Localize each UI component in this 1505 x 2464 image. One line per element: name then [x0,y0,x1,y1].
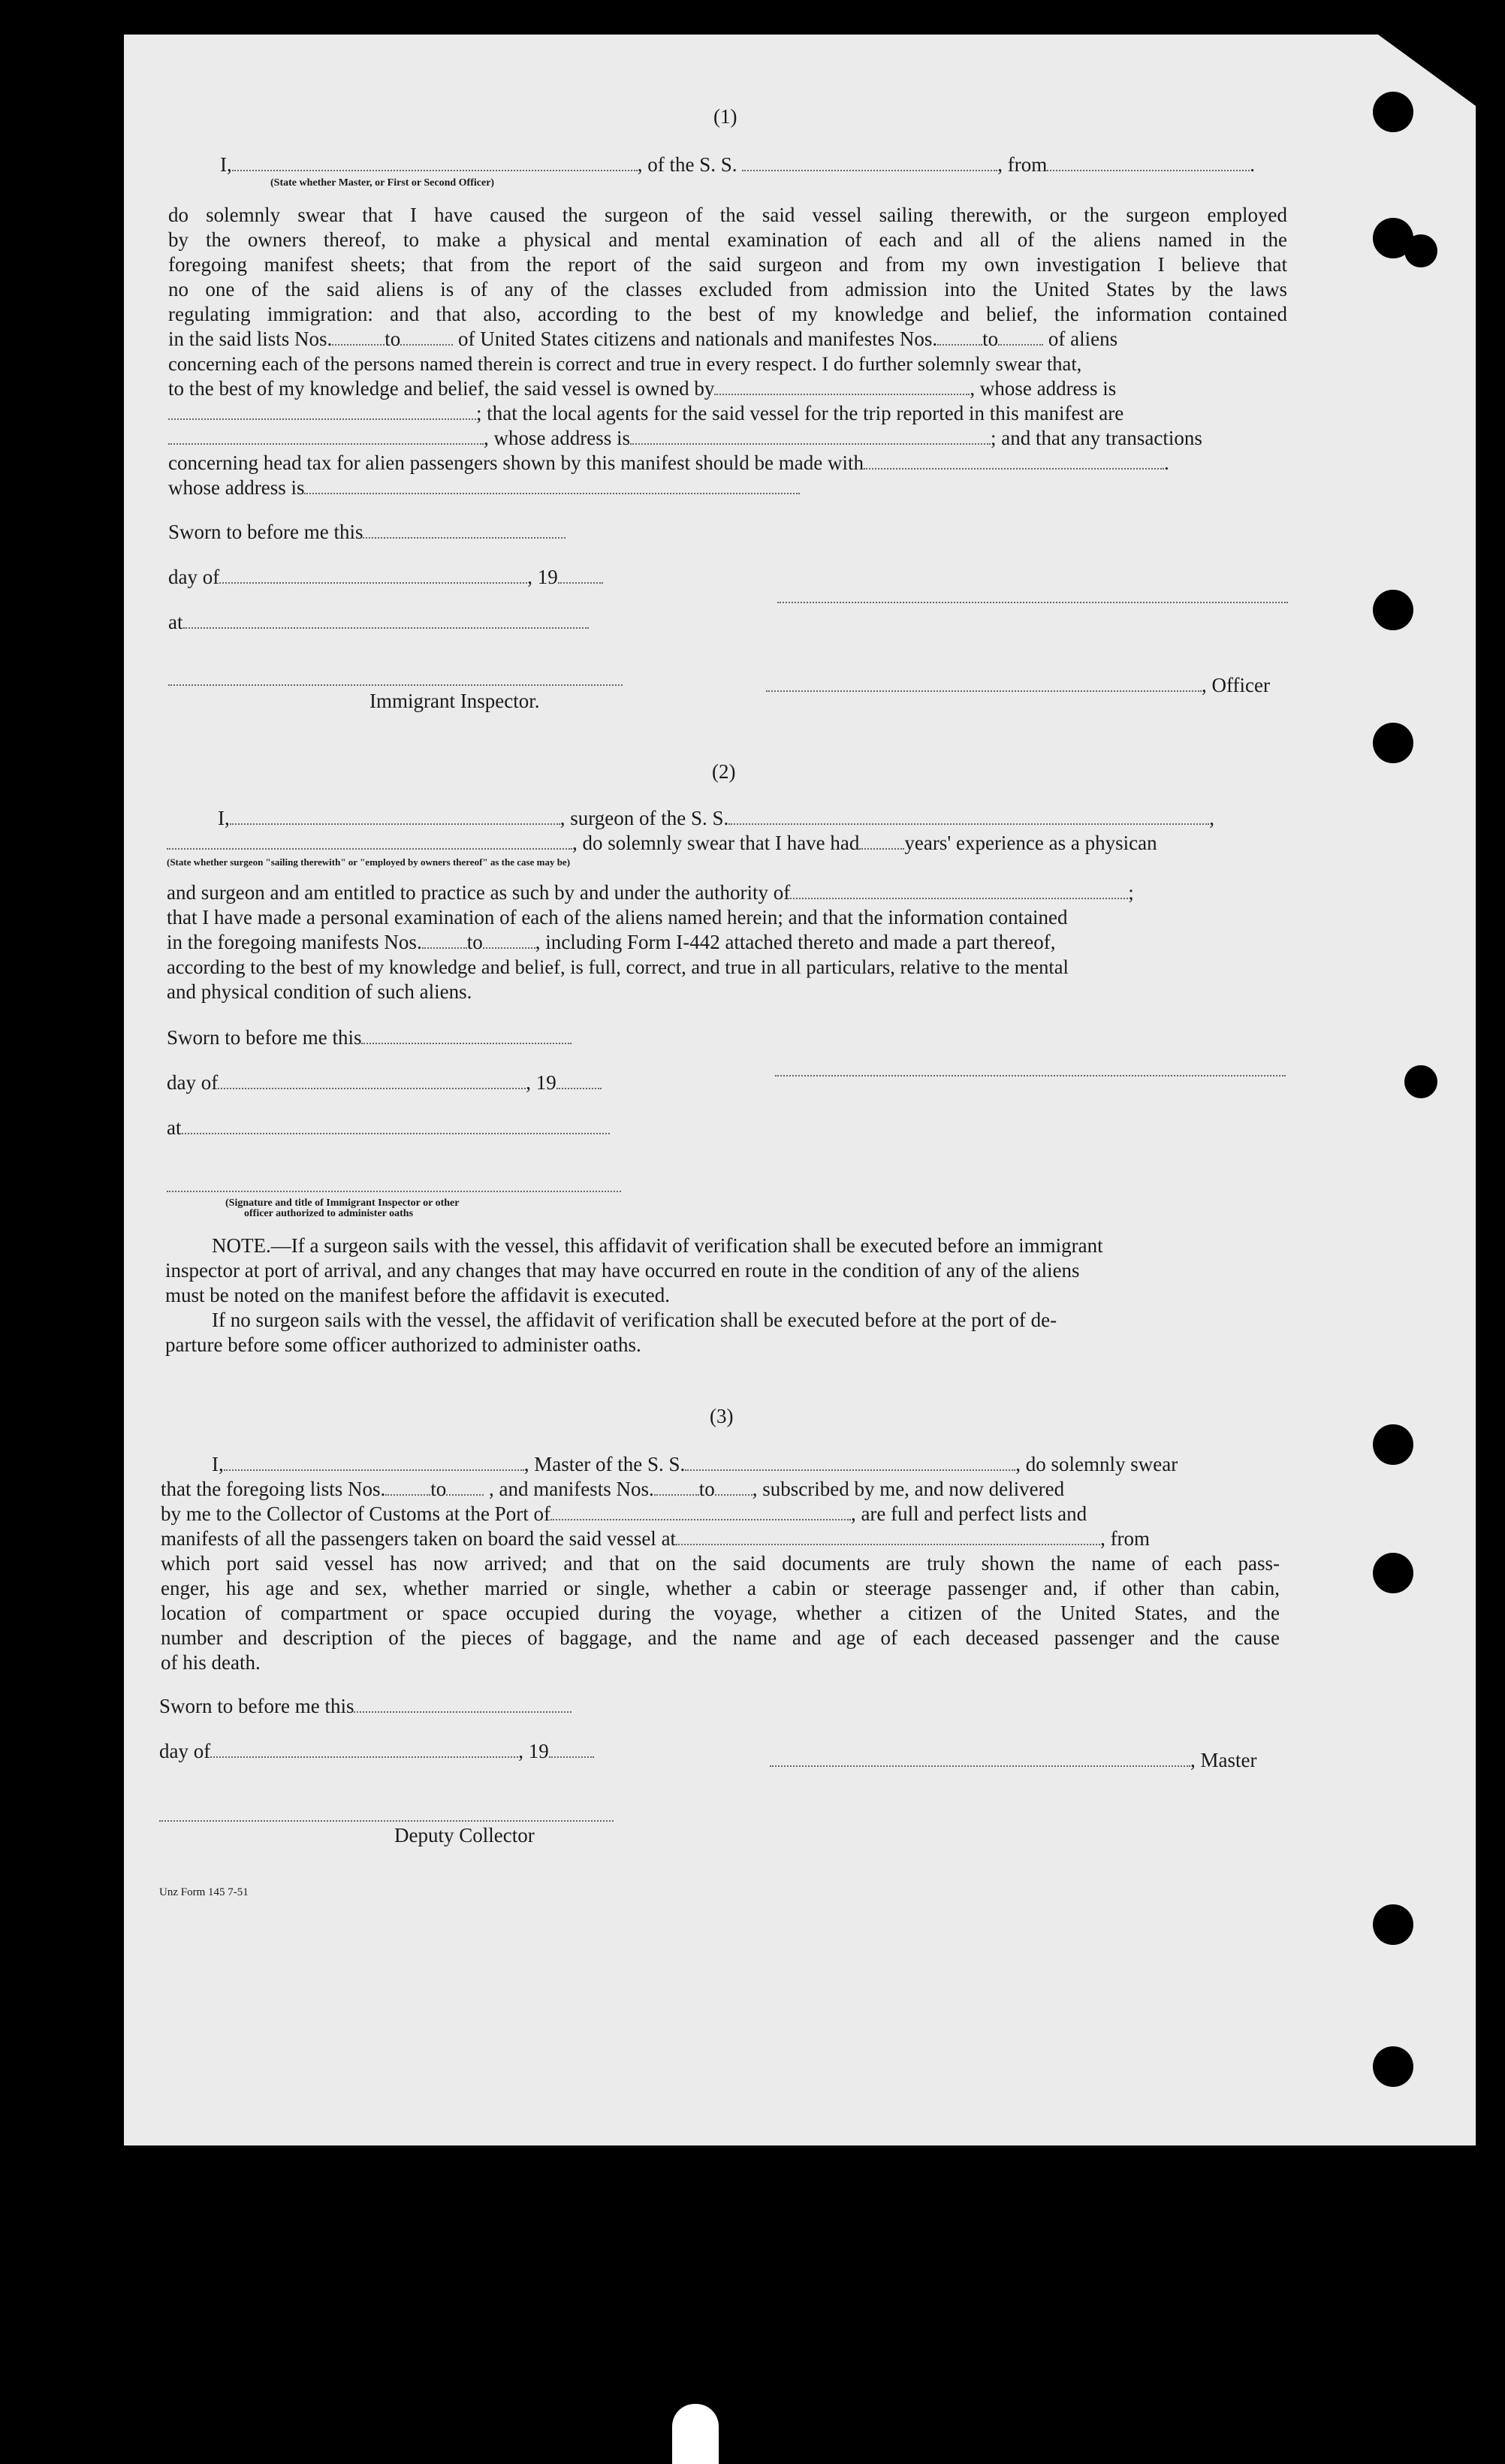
s2-line-2: , do solemnly swear that I have had years' experience as a physican [167,831,1157,856]
s2-at: at [167,1116,610,1140]
s3-line-2: that the foregoing lists Nos. to , and manifests Nos. to , subscribed by me, and now delivered [161,1478,1065,1500]
s2-surgeon-note: (State whether surgeon "sailing therewith" or "employed by owners thereof" as the case may be) [167,856,571,868]
s1-line-6: in the said lists Nos. to of United States citizens and nationals and manifestes Nos. to of aliens [168,328,1118,350]
punch-hole [1404,1065,1437,1098]
s1-inspector-caption: Immigrant Inspector. [369,690,540,712]
s1-day-of: day of , 19 [168,565,603,590]
section-1-number: (1) [713,105,737,128]
s3-sworn: Sworn to before me this [159,1694,572,1719]
s2-line-6: according to the best of my knowledge and belief, is full, correct, and true in all particulars, relative to the mental [167,956,1069,978]
s2-note-5: parture before some officer authorized to administer oaths. [165,1333,641,1356]
s1-officer-note: (State whether Master, or First or Second Officer) [270,177,495,189]
s1-line-10: , whose address is ; and that any transactions [168,426,1202,451]
punch-hole [1373,1424,1413,1465]
s1-line-9: ; that the local agents for the said vessel for the trip reported in this manifest are [168,401,1123,426]
s2-note-3: must be noted on the manifest before the affidavit is executed. [165,1284,671,1306]
s1-line-7: concerning each of the persons named therein is correct and true in every respect. I do further solemnly swear that, [168,352,1082,375]
s1-paragraph: do solemnly swear that I have caused the surgeon of the said vessel sailing therewith, or the surgeon employed by the owners thereof, to make a physical and mental examination of each and all of the aliens named in the foregoing manifest sheets; that from the report of the said surgeon and from my own investigation I believe that no one of the said aliens is of any of the classes excluded from admission into the United States by the laws regulating immigration: and that also, according to the best of my knowledge and belief, the information contained [168,204,1287,325]
s2-note-1: NOTE.—If a surgeon sails with the vessel, this affidavit of verification shall be executed before an immigrant [212,1234,1103,1257]
s2-inspector-line [167,1190,621,1192]
punch-hole [1373,1553,1413,1593]
s1-line-1: I, , of the S. S. , from . [220,153,1255,176]
s1-signature-line [777,601,1288,603]
s1-line-11: concerning head tax for alien passengers shown by this manifest should be made with . [168,451,1169,474]
s2-line-1: I, , surgeon of the S. S. , [218,807,1215,829]
s2-day-of: day of , 19 [167,1070,602,1095]
s1-officer-line: , Officer [766,673,1270,698]
s1-line-8: to the best of my knowledge and belief, the said vessel is owned by , whose address is [168,377,1117,400]
s3-line-3: by me to the Collector of Customs at the Port of , are full and perfect lists and [161,1502,1087,1525]
s3-paragraph: which port said vessel has now arrived; and that on the said documents are truly shown the name of each pass- enger, his age and sex, whether married or single, whether a cabin or steerage passenger and, if other than cabin, location of compartment or space occupied during the voyage, whether a citizen of the United States, and the number and description of the pieces of baggage, and the name and age of each deceased passenger and the cause of his death. [161,1552,1280,1674]
section-3-number: (3) [710,1405,734,1427]
punch-hole [1373,590,1413,630]
s2-line-3: and surgeon and am entitled to practice as such by and under the authority of ; [167,881,1134,904]
form-footer: Unz Form 145 7-51 [159,1886,249,1898]
s3-day-of: day of , 19 [159,1739,594,1764]
punch-hole [1373,92,1413,132]
s2-note-2: inspector at port of arrival, and any changes that may have occurred en route in the condition of any of the aliens [165,1259,1080,1282]
s2-signature-line [775,1074,1286,1076]
s3-collector-caption: Deputy Collector [394,1824,535,1846]
s3-line-1: I, , Master of the S. S. , do solemnly swear [212,1453,1178,1475]
s2-sworn: Sworn to before me this [167,1025,572,1050]
s1-sworn: Sworn to before me this [168,520,566,545]
punch-hole [1404,234,1437,267]
s2-line-7: and physical condition of such aliens. [167,980,472,1003]
s3-line-4: manifests of all the passengers taken on board the said vessel at , from [161,1527,1151,1550]
s2-line-5: in the foregoing manifests Nos. to , including Form I-442 attached thereto and made a part thereof, [167,931,1056,953]
s1-line-12: whose address is [168,476,800,500]
punch-hole [1373,2046,1413,2087]
s2-sig-caption-2: officer authorized to administer oaths [244,1208,414,1219]
section-2-number: (2) [712,760,736,783]
s2-sig-caption-1: (Signature and title of Immigrant Inspector or other [225,1197,460,1209]
s3-master-line: , Master [770,1748,1256,1773]
s1-inspector-line [168,684,623,686]
s2-line-4: that I have made a personal examination of each of the aliens named herein; and that the information contained [167,906,1068,929]
s1-at: at [168,610,589,635]
s3-collector-line [159,1819,614,1822]
punch-hole [1373,1904,1413,1945]
punch-hole [1373,723,1413,763]
punch-hole [672,2404,719,2464]
s2-note-4: If no surgeon sails with the vessel, the affidavit of verification shall be executed before at the port of de- [212,1309,1057,1331]
